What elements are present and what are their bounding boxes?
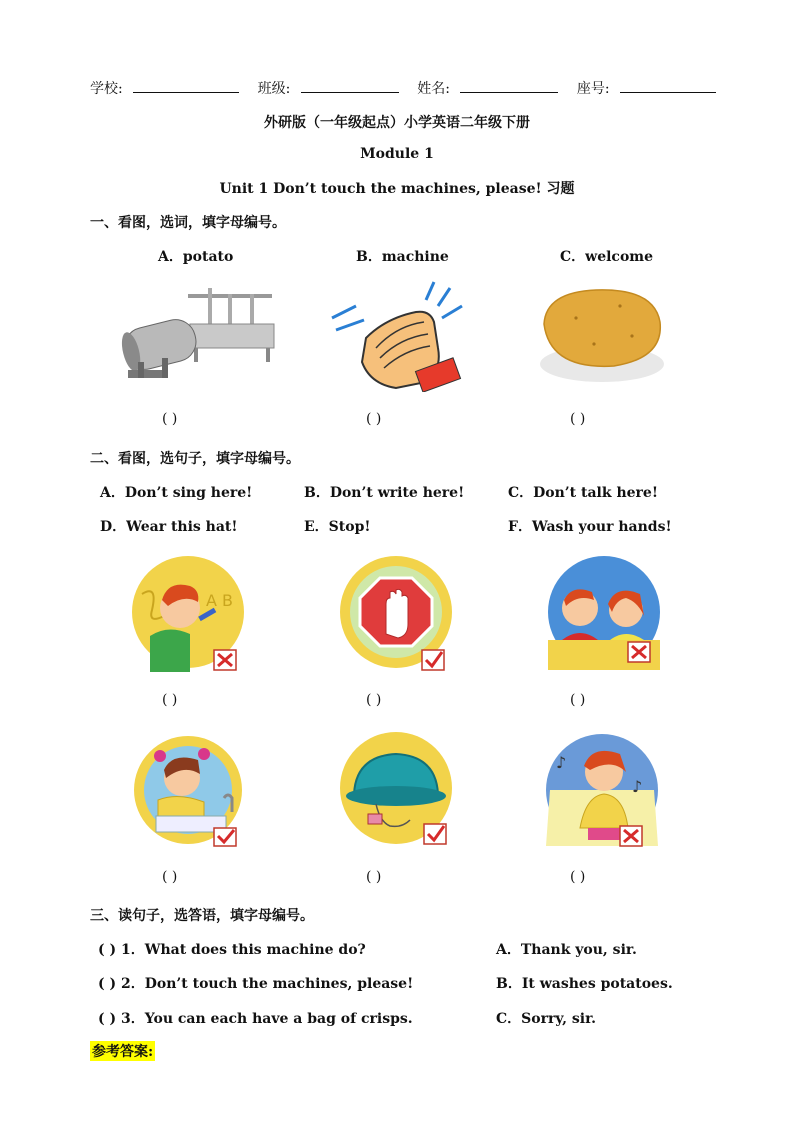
section2-answer-blank-3[interactable]: ( ) [570, 692, 586, 708]
hat-picture [332, 728, 460, 848]
section2-heading: 二、看图，选句子，填字母编号。 [90, 451, 300, 467]
answer-key-label: 参考答案: [90, 1041, 155, 1061]
section1-answer-blank-2[interactable]: ( ) [366, 411, 382, 427]
stop-sign-picture [336, 554, 456, 672]
section1-answer-blank-1[interactable]: ( ) [162, 411, 178, 427]
clapping-hands-picture [326, 278, 468, 392]
section2-option-f: F．Wash your hands! [508, 519, 672, 535]
section2-option-a: A．Don’t sing here! [100, 485, 253, 501]
school-blank[interactable] [133, 78, 239, 93]
class-label: 班级: [257, 81, 291, 97]
section3-question-3[interactable]: ( ) 3．You can each have a bag of crisps. [98, 1011, 413, 1027]
section2-option-c: C．Don’t talk here! [508, 485, 658, 501]
section3-question-2[interactable]: ( ) 2．Don’t touch the machines, please! [98, 976, 414, 992]
module-title: Module 1 [360, 146, 434, 162]
svg-text:♪: ♪ [632, 777, 643, 796]
section2-answer-blank-6[interactable]: ( ) [570, 869, 586, 885]
name-label: 姓名: [417, 81, 450, 97]
section2-option-d: D．Wear this hat! [100, 519, 238, 535]
section1-answer-blank-3[interactable]: ( ) [570, 411, 586, 427]
page-title: 外研版（一年级起点）小学英语二年级下册 [264, 115, 530, 131]
section1-option-c: C．welcome [560, 249, 654, 265]
potato-picture [536, 284, 668, 388]
header-info-line [90, 78, 716, 98]
svg-text:♪: ♪ [556, 753, 567, 772]
girl-singing-picture [540, 728, 664, 850]
school-label: 学校: [90, 81, 123, 97]
section2-answer-blank-5[interactable]: ( ) [366, 869, 382, 885]
girl-washing-hands-picture [128, 728, 248, 848]
section2-answer-blank-2[interactable]: ( ) [366, 692, 382, 708]
seat-label: 座号: [576, 81, 610, 97]
section3-answer-b: B．It washes potatoes. [496, 976, 673, 992]
seat-blank[interactable] [620, 78, 716, 93]
section3-heading: 三、读句子，选答语，填字母编号。 [90, 908, 314, 924]
section2-answer-blank-4[interactable]: ( ) [162, 869, 178, 885]
section1-option-b: B．machine [356, 249, 449, 265]
boy-writing-picture [128, 554, 248, 672]
section1-option-a: A．potato [158, 249, 234, 265]
svg-text:A B: A B [206, 591, 234, 610]
section2-option-e: E．Stop! [304, 519, 371, 535]
section3-answer-a: A．Thank you, sir. [496, 942, 637, 958]
name-blank[interactable] [460, 78, 558, 93]
unit-title: Unit 1 Don’t touch the machines, please! 习题 [219, 181, 575, 197]
section3-question-1[interactable]: ( ) 1．What does this machine do? [98, 942, 366, 958]
machine-picture [118, 284, 278, 388]
section2-answer-blank-1[interactable]: ( ) [162, 692, 178, 708]
class-blank[interactable] [301, 78, 399, 93]
section1-heading: 一、看图，选词，填字母编号。 [90, 215, 286, 231]
children-talking-picture [542, 554, 666, 672]
section2-option-b: B．Don’t write here! [304, 485, 465, 501]
section3-answer-c: C．Sorry, sir. [496, 1011, 597, 1027]
